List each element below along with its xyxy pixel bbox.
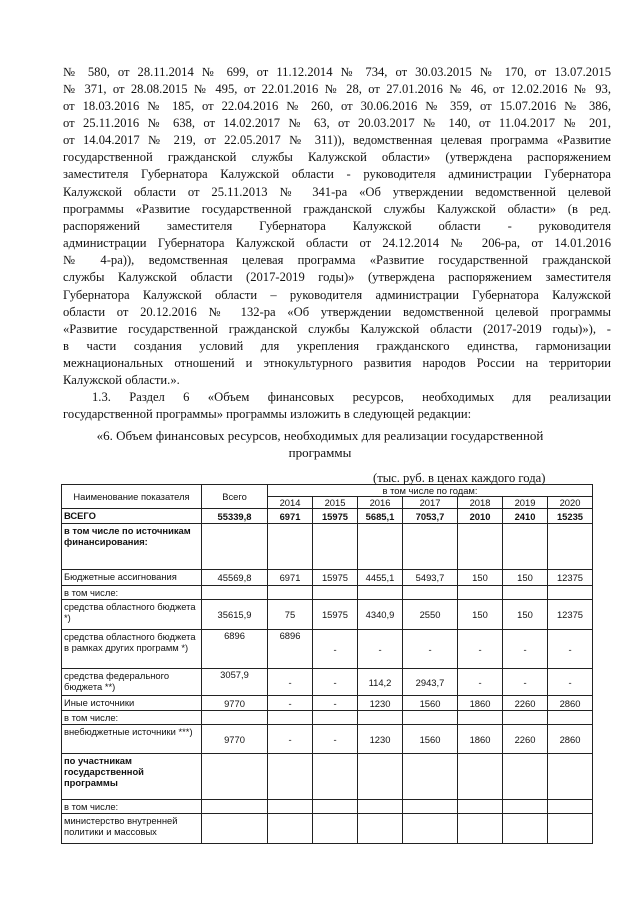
row-label: по участникам государственной программы	[62, 754, 202, 800]
table-row	[62, 696, 593, 711]
year-header: 2014	[268, 497, 313, 509]
row-label: средства областного бюджета в рамках других программ *)	[62, 630, 202, 669]
cell-value	[503, 814, 548, 844]
cell-value	[403, 754, 458, 800]
row-label: в том числе:	[62, 800, 202, 814]
cell-value: 2410	[503, 509, 548, 524]
cell-value: 1230	[358, 725, 403, 754]
cell-value: 1560	[403, 696, 458, 711]
cell-value: 15975	[313, 509, 358, 524]
paragraph-line: государственной программы» программы изложить в следующей редакции:	[63, 407, 472, 421]
cell-value: 2260	[503, 696, 548, 711]
row-label: Иные источники	[62, 696, 202, 711]
cell-value: -	[358, 630, 403, 669]
cell-value: 2943,7	[403, 669, 458, 696]
cell-value	[268, 586, 313, 600]
paragraph-line: № 4-ра)), ведомственная целевая программа «Развитие государственной гражданской	[63, 253, 611, 267]
cell-value	[503, 711, 548, 725]
year-header: 2016	[358, 497, 403, 509]
table-row	[62, 725, 593, 754]
cell-value: 5493,7	[403, 570, 458, 586]
cell-value: -	[548, 669, 593, 696]
cell-value: -	[458, 630, 503, 669]
cell-value	[548, 754, 593, 800]
cell-value: 15975	[313, 600, 358, 630]
cell-value: 4455,1	[358, 570, 403, 586]
table-row	[62, 600, 593, 630]
cell-value: 150	[458, 600, 503, 630]
cell-value: 6971	[268, 570, 313, 586]
cell-total	[202, 754, 268, 800]
cell-value: 2010	[458, 509, 503, 524]
paragraph-line: № 371, от 28.08.2015 № 495, от 22.01.2016 № 28, от 27.01.2016 № 46, от 12.02.2016 № 93,	[63, 82, 611, 96]
cell-value	[403, 586, 458, 600]
cell-total	[202, 800, 268, 814]
row-label: Бюджетные ассигнования	[62, 570, 202, 586]
cell-value: 12375	[548, 600, 593, 630]
table-row	[62, 570, 593, 586]
cell-value: -	[458, 669, 503, 696]
cell-value: 7053,7	[403, 509, 458, 524]
paragraph-line: службы Калужской области (2017-2019 годы)» (утверждена распоряжением заместителя	[63, 270, 611, 284]
table-row	[62, 800, 593, 814]
cell-value: 2860	[548, 696, 593, 711]
cell-value	[358, 586, 403, 600]
cell-value	[403, 524, 458, 570]
cell-value: -	[313, 669, 358, 696]
cell-value	[358, 800, 403, 814]
cell-value: 1230	[358, 696, 403, 711]
cell-total: 3057,9	[202, 669, 268, 696]
cell-value: -	[313, 630, 358, 669]
cell-value: 114,2	[358, 669, 403, 696]
cell-value	[403, 711, 458, 725]
cell-total: 6896	[202, 630, 268, 669]
cell-value	[503, 800, 548, 814]
paragraph-line: «Развитие государственной гражданской службы Калужской области (2017-2019 годы)»), -	[63, 322, 611, 336]
cell-value	[548, 814, 593, 844]
paragraph-line: от 14.04.2017 № 219, от 22.05.2017 № 311)), ведомственная целевая программа «Развитие	[63, 133, 611, 147]
table-row	[62, 669, 593, 696]
header-name: Наименование показателя	[62, 485, 202, 509]
row-label: в том числе:	[62, 711, 202, 725]
year-header: 2020	[548, 497, 593, 509]
paragraph-line: Калужской области от 25.11.2013 № 341-ра «Об утверждении ведомственной целевой	[63, 185, 611, 199]
year-header: 2015	[313, 497, 358, 509]
header-including-years: в том числе по годам:	[268, 485, 593, 497]
cell-value: -	[268, 725, 313, 754]
cell-value	[268, 800, 313, 814]
cell-value	[358, 754, 403, 800]
cell-value	[548, 524, 593, 570]
cell-value: 6896	[268, 630, 313, 669]
cell-value	[458, 586, 503, 600]
cell-value: 150	[503, 570, 548, 586]
paragraph-line: администрации Губернатора Калужской области от 24.12.2014 № 206-ра, от 14.01.2016	[63, 236, 611, 250]
cell-value	[548, 800, 593, 814]
year-header: 2017	[403, 497, 458, 509]
cell-value: -	[403, 630, 458, 669]
cell-value: 15235	[548, 509, 593, 524]
paragraph-line: от 18.03.2016 № 185, от 22.04.2016 № 260, от 30.06.2016 № 359, от 15.07.2016 № 386,	[63, 99, 611, 113]
paragraph-line: от 25.11.2016 № 638, от 14.02.2017 № 63, от 20.03.2017 № 140, от 11.04.2017 № 201,	[63, 116, 611, 130]
cell-value	[313, 754, 358, 800]
cell-value	[268, 524, 313, 570]
cell-value	[313, 711, 358, 725]
cell-value	[313, 800, 358, 814]
cell-value: -	[503, 630, 548, 669]
cell-value: 2260	[503, 725, 548, 754]
table-row	[62, 509, 593, 524]
row-label: в том числе по источникам финансирования:	[62, 524, 202, 570]
paragraph-line: Калужской области.».	[63, 373, 180, 387]
cell-value	[458, 524, 503, 570]
cell-value	[458, 711, 503, 725]
cell-value	[268, 814, 313, 844]
cell-value	[458, 754, 503, 800]
row-label: министерство внутренней политики и массовых	[62, 814, 202, 844]
header-total: Всего	[202, 485, 268, 509]
cell-value: 2860	[548, 725, 593, 754]
cell-value	[548, 711, 593, 725]
cell-total	[202, 586, 268, 600]
cell-value	[268, 754, 313, 800]
table-row	[62, 754, 593, 800]
cell-value: 6971	[268, 509, 313, 524]
cell-value	[358, 711, 403, 725]
cell-value	[313, 814, 358, 844]
row-label: средства федерального бюджета **)	[62, 669, 202, 696]
cell-value	[503, 524, 548, 570]
cell-value: -	[313, 696, 358, 711]
cell-value	[503, 754, 548, 800]
cell-value	[458, 800, 503, 814]
table-row	[62, 524, 593, 570]
cell-value: -	[503, 669, 548, 696]
cell-value: 1860	[458, 725, 503, 754]
cell-value: 15975	[313, 570, 358, 586]
paragraph-line: 1.3. Раздел 6 «Объем финансовых ресурсов, необходимых для реализации	[92, 390, 611, 404]
year-header: 2018	[458, 497, 503, 509]
cell-value: -	[268, 696, 313, 711]
row-label: внебюджетные источники ***)	[62, 725, 202, 754]
cell-value: -	[268, 669, 313, 696]
paragraph-line: в части создания условий для укрепления гражданского единства, гармонизации	[63, 339, 611, 353]
units-note: (тыс. руб. в ценах каждого года)	[373, 471, 546, 485]
cell-total: 9770	[202, 725, 268, 754]
paragraph-line: области от 20.12.2016 № 132-ра «Об утверждении ведомственной целевой программы	[63, 305, 611, 319]
cell-value	[403, 800, 458, 814]
cell-value: 4340,9	[358, 600, 403, 630]
paragraph-line: Губернатора Калужской области – руководителя администрации Губернатора Калужской	[63, 288, 611, 302]
table-row	[62, 630, 593, 669]
cell-value	[358, 524, 403, 570]
cell-total: 9770	[202, 696, 268, 711]
paragraph-line: межнациональных отношений и этнокультурного развития народов России на территории	[63, 356, 611, 370]
cell-value: 150	[458, 570, 503, 586]
cell-total: 35615,9	[202, 600, 268, 630]
paragraph-line: № 580, от 28.11.2014 № 699, от 11.12.2014 № 734, от 30.03.2015 № 170, от 13.07.2015	[63, 65, 611, 79]
year-header: 2019	[503, 497, 548, 509]
cell-total: 55339,8	[202, 509, 268, 524]
section-title-cont: программы	[288, 445, 352, 460]
table-row	[62, 586, 593, 600]
row-label: ВСЕГО	[62, 509, 202, 524]
cell-value	[403, 814, 458, 844]
table-row	[62, 814, 593, 844]
cell-value: -	[548, 630, 593, 669]
cell-value: 1860	[458, 696, 503, 711]
cell-total	[202, 524, 268, 570]
cell-value	[503, 586, 548, 600]
cell-value	[548, 586, 593, 600]
cell-total: 45569,8	[202, 570, 268, 586]
section-title: «6. Объем финансовых ресурсов, необходимых для реализации государственной	[96, 428, 544, 443]
finance-table	[61, 484, 593, 844]
cell-value: 150	[503, 600, 548, 630]
cell-value	[313, 586, 358, 600]
cell-value: -	[313, 725, 358, 754]
cell-value	[268, 711, 313, 725]
cell-value: 5685,1	[358, 509, 403, 524]
cell-value	[358, 814, 403, 844]
cell-total	[202, 711, 268, 725]
cell-value	[458, 814, 503, 844]
cell-total	[202, 814, 268, 844]
cell-value: 2550	[403, 600, 458, 630]
cell-value: 12375	[548, 570, 593, 586]
table-row	[62, 711, 593, 725]
paragraph-line: программы «Развитие государственной гражданской службы Калужской области» (в ред.	[63, 202, 611, 216]
cell-value: 1560	[403, 725, 458, 754]
cell-value	[313, 524, 358, 570]
cell-value: 75	[268, 600, 313, 630]
row-label: средства областного бюджета *)	[62, 600, 202, 630]
paragraph-line: распоряжений заместителя Губернатора Калужской области - руководителя	[63, 219, 611, 233]
row-label: в том числе:	[62, 586, 202, 600]
paragraph-line: заместителя Губернатора Калужской области - руководителя администрации Губернатора	[63, 167, 611, 181]
paragraph-line: государственной гражданской службы Калужской области» (утверждена распоряжением	[63, 150, 611, 164]
